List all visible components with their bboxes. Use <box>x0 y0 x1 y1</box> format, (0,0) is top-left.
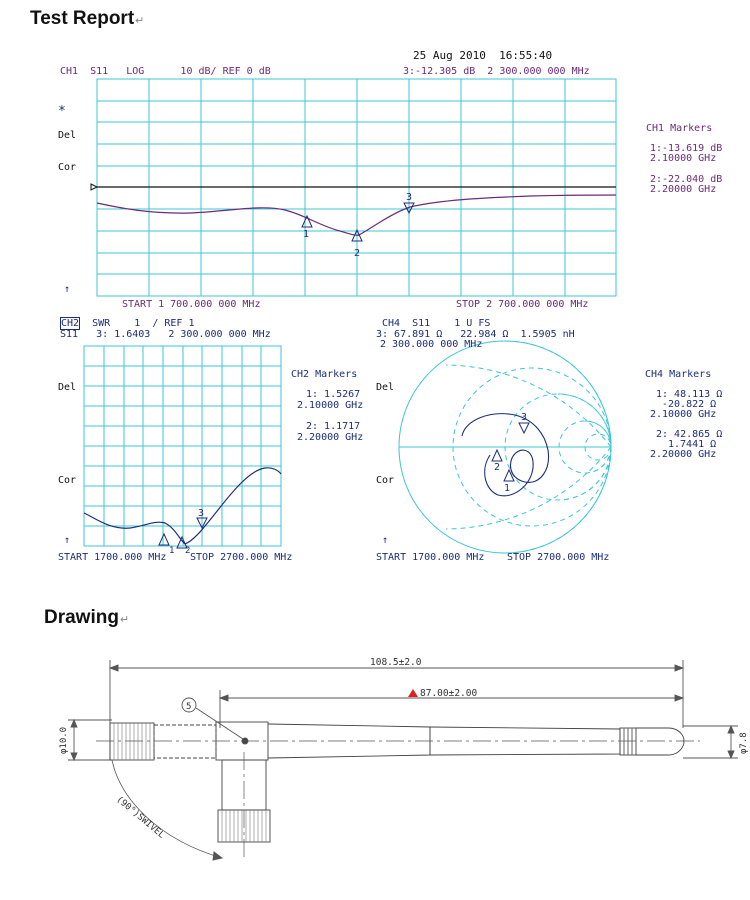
ch2-grid <box>84 346 281 546</box>
ch2-del-label: Del <box>58 382 77 393</box>
ch2-header: CH2 SWR 1 / REF 1 <box>61 318 195 329</box>
ch2-arrow: ↑ <box>64 535 71 546</box>
right-diameter-dimension: φ7.8 <box>739 732 749 754</box>
ch1-marker-label-3: 3 <box>406 192 413 203</box>
ch1-marker-readout: 3:-12.305 dB 2 300.000 000 MHz <box>403 66 590 77</box>
ch4-marker-1-freq: 2.10000 GHz <box>650 409 717 420</box>
ch1-marker-2-value: 2:-22.040 dB <box>650 174 723 185</box>
ch1-marker-1-freq: 2.10000 GHz <box>650 153 717 164</box>
ch1-marker-label-2: 2 <box>354 248 361 259</box>
ch4-marker-2-freq: 2.20000 GHz <box>650 449 717 460</box>
ch2-marker-readout: S11 3: 1.6403 2 300.000 000 MHz <box>60 329 271 340</box>
ch4-marker-2-resistance: 2: 42.865 Ω <box>656 429 723 440</box>
ch2-marker-2-value: 2: 1.1717 <box>306 421 361 432</box>
ch1-reference-marker <box>91 184 97 190</box>
ch4-marker-label-3: 3 <box>521 412 528 423</box>
ch2-marker-label-3: 3 <box>198 508 205 519</box>
ch4-marker-freq: 2 300.000 000 MHz <box>380 339 483 350</box>
ch1-markers-title: CH1 Markers <box>646 123 713 134</box>
left-diameter-dimension: φ10.0 <box>59 726 69 754</box>
ch4-marker-2-reactance: 1.7441 Ω <box>668 439 717 450</box>
ch1-marker-1-value: 1:-13.619 dB <box>650 143 723 154</box>
ch2-marker-1-value: 1: 1.5267 <box>306 389 361 400</box>
ch4-cor-label: Cor <box>376 475 395 486</box>
ch1-del-label: Del <box>58 130 77 141</box>
ch1-marker-label-1: 1 <box>303 229 310 240</box>
report-date: 25 Aug 2010 16:55:40 <box>413 49 553 62</box>
ch4-marker-label-2: 2 <box>494 462 501 473</box>
ch4-marker-1-resistance: 1: 48.113 Ω <box>656 389 723 400</box>
ch2-marker-1-freq: 2.10000 GHz <box>297 400 364 411</box>
ch4-marker-readout: 3: 67.891 Ω 22.984 Ω 1.5905 nH <box>376 329 575 340</box>
ch1-marker-2-freq: 2.20000 GHz <box>650 184 717 195</box>
ch1-star: * <box>58 104 66 119</box>
ch4-header: CH4 S11 1 U FS <box>382 318 491 329</box>
ch1-arrow: ↑ <box>64 284 71 295</box>
critical-dimension-icon <box>408 689 418 697</box>
ch1-cor-label: Cor <box>58 162 77 173</box>
ch4-marker-1-reactance: -20.822 Ω <box>662 399 717 410</box>
drawing-heading: Drawing↵ <box>44 607 130 628</box>
swivel-label: (90°)SWIVEL <box>114 794 167 841</box>
ch4-marker-label-1: 1 <box>504 483 511 494</box>
ch4-arrow: ↑ <box>382 535 389 546</box>
ch1-start: START 1 700.000 000 MHz <box>122 299 261 310</box>
ch2-cor-label: Cor <box>58 475 77 486</box>
ch4-stop: STOP 2700.000 MHz <box>507 552 610 563</box>
ch4-del-label: Del <box>376 382 395 393</box>
inner-length-dimension: 87.00±2.00 <box>420 688 478 699</box>
ch1-header: CH1 S11 LOG 10 dB/ REF 0 dB <box>60 66 271 77</box>
ch4-start: START 1700.000 MHz <box>376 552 485 563</box>
ch2-marker-label-1: 1 <box>169 546 175 556</box>
ch1-stop: STOP 2 700.000 000 MHz <box>456 299 589 310</box>
ch2-start: START 1700.000 MHz <box>58 552 167 563</box>
ch2-marker-2-freq: 2.20000 GHz <box>297 432 364 443</box>
ch4-markers-title: CH4 Markers <box>645 369 712 380</box>
overall-length-dimension: 108.5±2.0 <box>370 657 422 668</box>
test-report-heading: Test Report↵ <box>30 8 145 29</box>
balloon-label: 5 <box>186 702 192 712</box>
ch4-smith-chart <box>399 341 611 553</box>
ch2-stop: STOP 2700.000 MHz <box>190 552 293 563</box>
ch2-markers-title: CH2 Markers <box>291 369 358 380</box>
antenna-drawing <box>68 660 738 860</box>
ch2-marker-label-2: 2 <box>185 546 191 556</box>
